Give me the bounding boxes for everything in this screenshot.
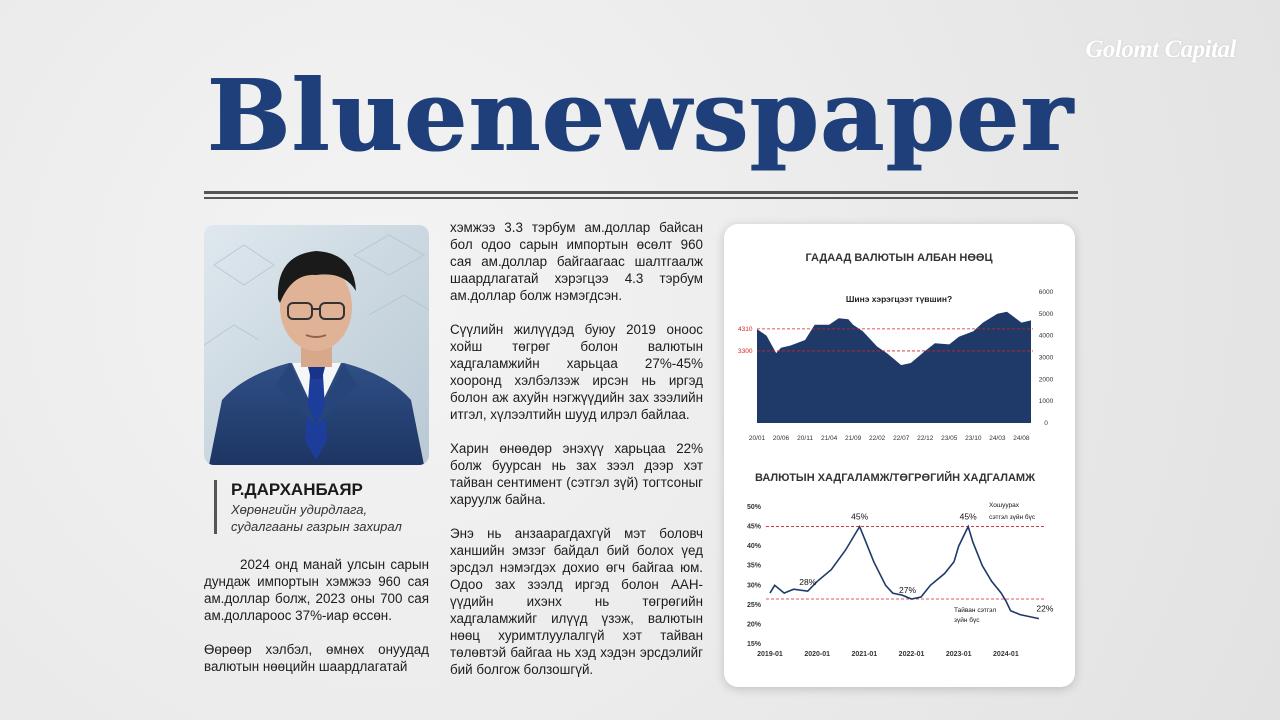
chart1-title: ГАДААД ВАЛЮТЫН АЛБАН НӨӨЦ <box>805 252 993 264</box>
chart1-y-tick: 5000 <box>1038 310 1054 318</box>
author-caption <box>214 480 461 534</box>
chart2-x-tick: 2024-01 <box>993 651 1019 658</box>
chart2-x-tick: 2020-01 <box>804 651 831 658</box>
chart2-y-tick: 40% <box>746 543 761 551</box>
article-paragraph: Сүүлийн жилүүдэд буюу 2019 оноос хойш төгрөг болон валютын хадгаламжийн харьцаа 27%-45% хооронд хэлбэлзэж ирсэн нь иргэд болон аж ахуйн нэгжүүдийн зах зээлийн итгэл, хүлээлтийн шууд илрэл байлаа. <box>450 322 703 422</box>
author-name: Р.ДАРХАНБАЯР <box>231 480 363 499</box>
chart2-x-tick: 2022-01 <box>898 651 925 658</box>
chart2-point-label: 28% <box>799 577 817 588</box>
chart1-x-tick: 24/03 <box>989 435 1006 442</box>
chart2-lower-zone-label: зүйн бүс <box>954 617 980 624</box>
author-role-line-1: Хөрөнгийн удирдлага, <box>231 502 368 517</box>
chart2-line-series <box>770 527 1039 619</box>
article-paragraph: хэмжээ 3.3 тэрбум ам.доллар байсан бол одоо сарын импортын өсөлт 960 сая ам.доллар байгаагаас шалтгаалж шаардлагатай хэрэгцээ 4.3 тэрбум ам.доллар болж нэмэгдсэн. <box>450 220 703 303</box>
masthead-rule-bottom <box>204 197 1078 199</box>
chart2-point-label: 45% <box>959 511 977 522</box>
chart1-reference-label: 4310 <box>738 325 753 333</box>
chart1-y-tick: 6000 <box>1038 289 1054 296</box>
chart1-x-tick: 24/08 <box>1013 435 1030 442</box>
chart1-y-tick: 4000 <box>1038 332 1054 340</box>
article-paragraph: Энэ нь анзаарагдахгүй мэт боловч ханшийн эмзэг байдал бий болох үед эрсдэл нэмэгдэх дохио өгч байгаа юм. Одоо зах зээлд иргэд болон ААН-үүдийн ихэнх нь төгрөгийн хадгаламжийг илүүд үзэж, валютын нөөц хуримтлуулалгүй хэт тайван төлөвтэй байгаа нь хэд хэдэн эрсдэлийг бий болгож болзошгүй. <box>450 526 703 677</box>
chart2-upper-zone-label: Хошуурах <box>989 502 1019 509</box>
chart2-y-tick: 45% <box>746 523 761 531</box>
chart2-lower-zone-label: Тайван сэтгэл <box>954 607 997 614</box>
chart2-x-tick: 2021-01 <box>851 651 878 658</box>
charts-card <box>724 224 1075 687</box>
chart2-point-label: 22% <box>1036 603 1054 614</box>
chart2-x-tick: 2019-01 <box>757 651 783 658</box>
chart1-x-tick: 20/06 <box>772 435 790 442</box>
chart2-title: ВАЛЮТЫН ХАДГАЛАМЖ/ТӨГРӨГИЙН ХАДГАЛАМЖ <box>754 472 1036 484</box>
chart1-x-tick: 20/11 <box>797 435 813 442</box>
charts-svg <box>724 224 1075 687</box>
chart2-y-tick: 30% <box>746 582 761 590</box>
masthead-rule-top <box>204 191 1078 194</box>
chart2-y-tick: 35% <box>746 562 761 570</box>
chart2-x-tick: 2023-01 <box>945 651 972 658</box>
chart1-reference-label: 3300 <box>738 347 753 355</box>
chart1-annotation: Шинэ хэрэгцээт түвшин? <box>845 294 953 304</box>
chart1-x-tick: 22/02 <box>869 435 886 442</box>
chart2-upper-zone-label: сэтгэл зүйн бүс <box>989 514 1036 521</box>
chart1-y-tick: 3000 <box>1038 354 1054 362</box>
article-paragraph: Харин өнөөдөр энэхүү харьцаа 22% болж буурсан нь зах зээл дээр хэт тайван сентимент (сэтгэл зүй) тогтсоныг харуулж байна. <box>450 441 703 507</box>
chart1-y-tick: 2000 <box>1038 376 1054 384</box>
masthead-title: Bluenewspaper <box>206 59 1074 174</box>
chart1-y-tick: 0 <box>1044 420 1048 427</box>
chart1-y-tick: 1000 <box>1038 398 1054 406</box>
chart1-x-tick: 21/04 <box>820 435 838 442</box>
chart2-y-tick: 15% <box>746 641 761 648</box>
chart1-x-tick: 22/12 <box>917 435 934 442</box>
author-role-line-2: судалгааны газрын захирал <box>231 519 402 534</box>
chart1-x-tick: 23/10 <box>965 435 982 442</box>
article-column-1 <box>204 556 429 692</box>
chart1-x-tick: 22/07 <box>893 435 910 442</box>
chart2-y-tick: 50% <box>746 504 761 511</box>
author-photo <box>204 225 429 465</box>
article-column-2 <box>450 219 703 695</box>
chart2-point-label: 45% <box>851 511 869 522</box>
article-paragraph: 2024 онд манай улсын сарын дундаж импортын хэмжээ 960 сая ам.доллар болж, 2023 оны 700 сая ам.доллароос 37%-иар өссөн. <box>204 557 429 623</box>
chart1-area-series <box>757 312 1031 423</box>
chart2-y-tick: 20% <box>746 621 761 629</box>
chart1-x-tick: 23/05 <box>941 435 958 442</box>
chart1-x-tick: 21/09 <box>844 435 862 442</box>
brand-logo: Golomt Capital <box>1085 36 1236 63</box>
chart2-y-tick: 25% <box>746 601 761 609</box>
chart2-point-label: 27% <box>899 584 917 595</box>
article-paragraph: Өөрөөр хэлбэл, өмнөх онуудад валютын нөөцийн шаардлагатай <box>204 642 429 674</box>
chart1-x-tick: 20/01 <box>748 435 766 442</box>
